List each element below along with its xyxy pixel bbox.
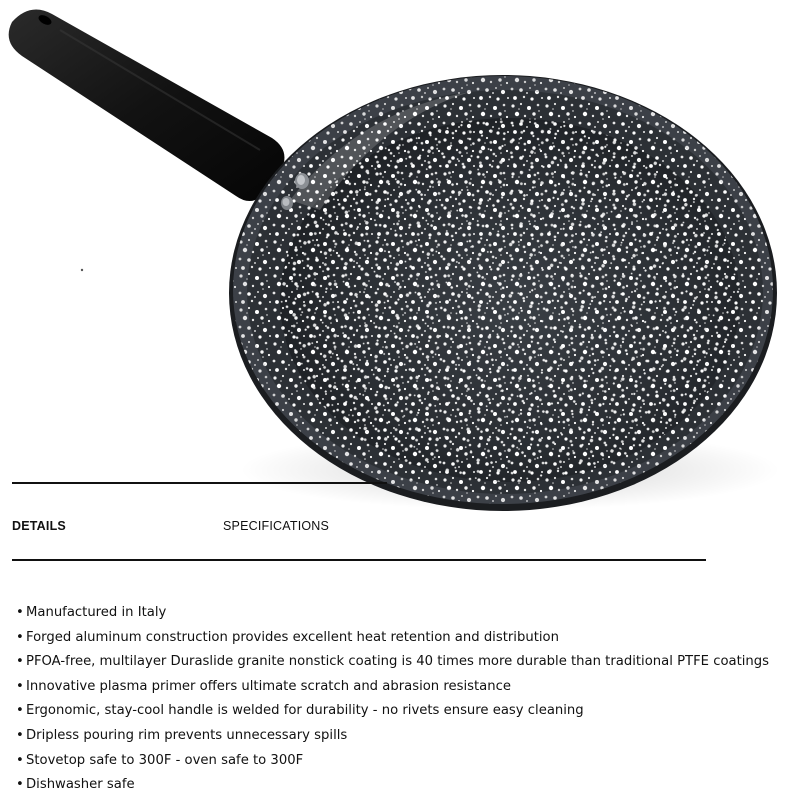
feature-text: Ergonomic, stay-cool handle is welded for durability - no rivets ensure easy cleaning [26, 703, 584, 719]
tab-bar [0, 519, 800, 541]
feature-text: Stovetop safe to 300F - oven safe to 300F [26, 752, 304, 768]
tab-specifications[interactable]: SPECIFICATIONS [223, 519, 330, 533]
feature-text: Dishwasher safe [26, 777, 135, 793]
list-item [16, 626, 769, 651]
list-item [16, 724, 769, 749]
feature-list [16, 601, 769, 798]
feature-text: Innovative plasma primer offers ultimate scratch and abrasion resistance [26, 678, 511, 694]
list-item [16, 699, 769, 724]
feature-text: Dripless pouring rim prevents unnecessary spills [26, 727, 348, 743]
list-item [16, 675, 769, 700]
tab-details[interactable]: DETAILS [12, 519, 66, 533]
bullet-icon: • [16, 777, 24, 793]
feature-text: Forged aluminum construction provides excellent heat retention and distribution [26, 629, 559, 645]
bullet-icon: • [16, 678, 24, 694]
bullet-icon: • [16, 654, 24, 670]
list-item [16, 773, 769, 798]
feature-text: Manufactured in Italy [26, 605, 167, 620]
bottom-divider [12, 559, 706, 561]
bullet-icon: • [16, 703, 24, 719]
list-item [16, 650, 769, 675]
list-item [16, 601, 769, 626]
list-item [16, 749, 769, 774]
bullet-icon: • [16, 629, 24, 645]
bullet-icon: • [16, 727, 24, 743]
bullet-icon: • [16, 752, 24, 768]
bullet-icon: • [16, 605, 24, 620]
feature-text: PFOA-free, multilayer Duraslide granite nonstick coating is 40 times more durable than traditional PTFE coatings [26, 654, 770, 670]
top-divider [12, 482, 387, 484]
